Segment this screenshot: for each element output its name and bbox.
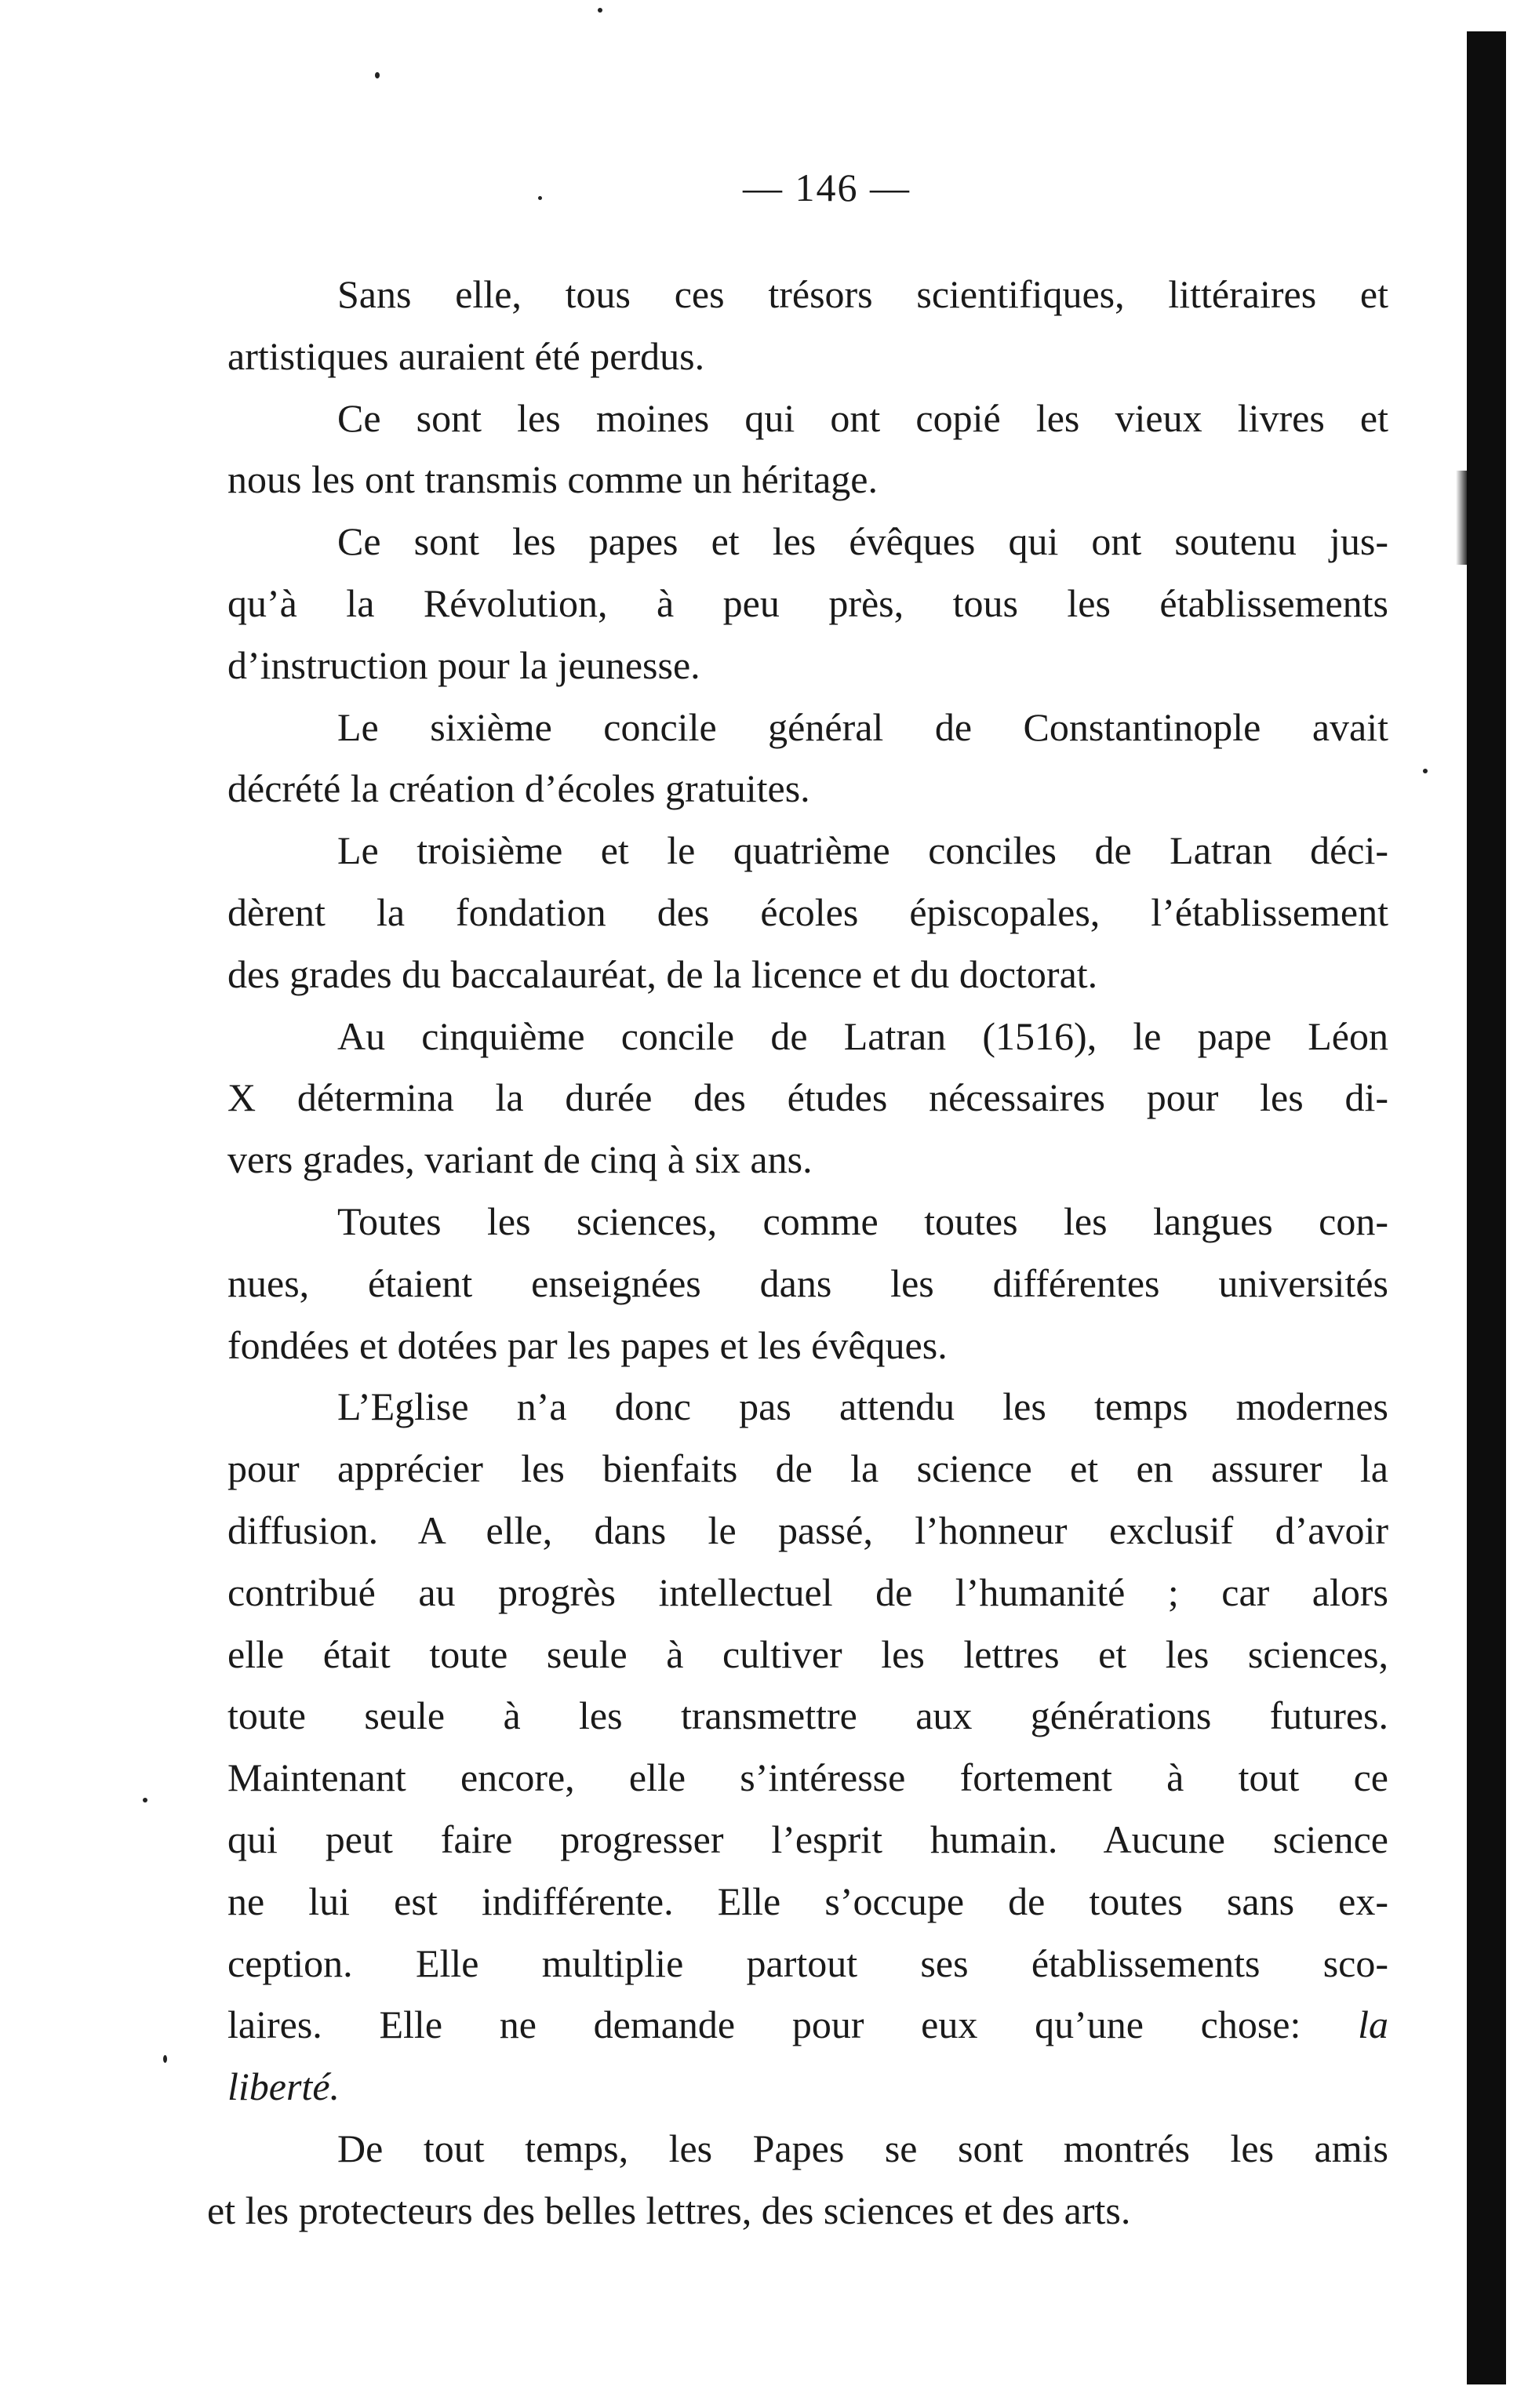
text-line: Ce sont les moines qui ont copié les vieux livres et (337, 395, 1388, 440)
text-line: De tout temps, les Papes se sont montrés les amis (337, 2126, 1388, 2170)
italic-word: liberté. (227, 2064, 340, 2109)
text-line: L’Eglise n’a donc pas attendu les temps modernes (337, 1384, 1388, 1429)
text-line: pour apprécier les bienfaits de la science et en assurer la (227, 1446, 1388, 1491)
text-line: qu’à la Révolution, à peu près, tous les établissements (227, 580, 1388, 625)
text-line: ne lui est indifférente. Elle s’occupe de toutes sans ex- (227, 1879, 1388, 1923)
text-line: décrété la création d’écoles gratuites. (227, 766, 810, 811)
text-line: d’instruction pour la jeunesse. (227, 642, 700, 687)
text-line: contribué au progrès intellectuel de l’humanité ; car alors (227, 1570, 1388, 1614)
text-line: fondées et dotées par les papes et les évêques. (227, 1322, 948, 1367)
text-line: et les protecteurs des belles lettres, des sciences et des arts. (207, 2188, 1131, 2232)
text-line: diffusion. A elle, dans le passé, l’honneur exclusif d’avoir (227, 1508, 1388, 1552)
text-line: vers grades, variant de cinq à six ans. (227, 1137, 813, 1182)
text-line: des grades du baccalauréat, de la licence et du doctorat. (227, 951, 1098, 996)
scan-speck (1423, 769, 1428, 773)
text-line: X détermina la durée des études nécessaires pour les di- (227, 1075, 1388, 1120)
body-text (207, 264, 1389, 2242)
scan-speck (163, 2055, 167, 2063)
text-line: Sans elle, tous ces trésors scientifiques, littéraires et (337, 272, 1388, 316)
text-line: qui peut faire progresser l’esprit humain. Aucune science (227, 1817, 1388, 1861)
text-line: dèrent la fondation des écoles épiscopales, l’établissement (227, 889, 1388, 934)
scan-speck (143, 1798, 147, 1802)
page-number: — 146 — (743, 166, 911, 209)
text-line: Ce sont les papes et les évêques qui ont soutenu jus- (337, 519, 1388, 564)
text-line: artistiques auraient été perdus. (227, 333, 705, 378)
text-line: nous les ont transmis comme un héritage. (227, 457, 879, 502)
text-line: Toutes les sciences, comme toutes les langues con- (337, 1199, 1388, 1243)
italic-word: la (1358, 2002, 1389, 2047)
text-line: nues, étaient enseignées dans les différentes universités (227, 1260, 1388, 1305)
text-line: Le sixième concile général de Constantinople avait (337, 704, 1388, 749)
scan-speck (375, 72, 380, 78)
text-line: Le troisième et le quatrième conciles de Latran déci- (337, 828, 1388, 873)
text-line: elle était toute seule à cultiver les lettres et les sciences, (227, 1631, 1388, 1676)
text-line: ception. Elle multiplie partout ses établissements sco- (227, 1941, 1388, 1985)
text-line: Maintenant encore, elle s’intéresse fortement à tout ce (227, 1755, 1388, 1800)
text-line-segment: laires. Elle ne demande pour eux qu’une chose: (227, 2002, 1301, 2047)
scan-speck (598, 8, 602, 13)
scan-speck (538, 196, 542, 200)
text-line: toute seule à les transmettre aux générations futures. (227, 1693, 1388, 1738)
text-line: Au cinquième concile de Latran (1516), le pape Léon (337, 1013, 1388, 1058)
text-line (227, 1994, 1388, 2056)
book-binding-edge (1467, 31, 1506, 2384)
